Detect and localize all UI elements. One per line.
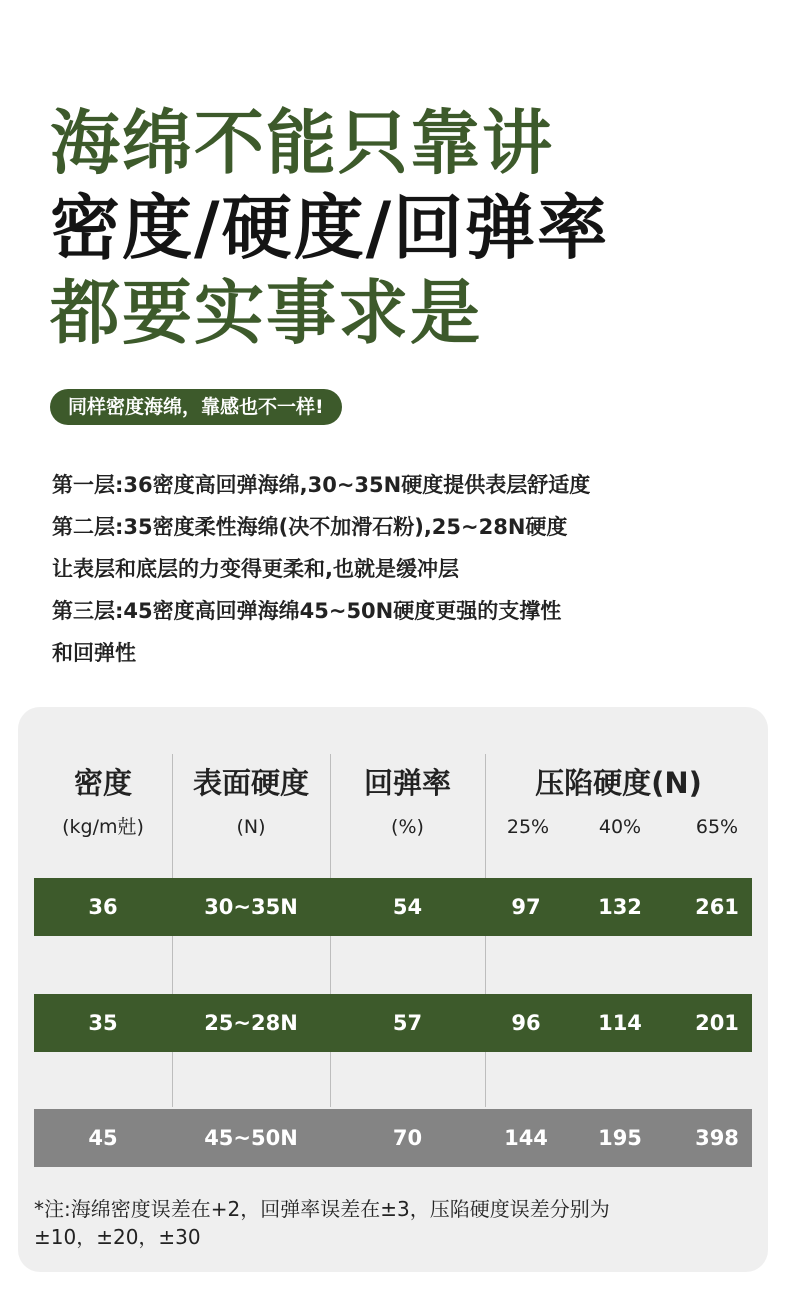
header-density-unit: (kg/m兙) [62,816,144,838]
layer-description-5: 和回弹性 [52,641,136,665]
cell-indent-40: 132 [598,895,642,919]
cell-density: 45 [88,1126,118,1150]
header-indent-65: 65% [695,816,739,838]
cell-rebound-rate: 70 [392,1126,423,1150]
cell-density: 36 [88,895,118,919]
header-surface-hardness: 表面硬度 [192,766,309,800]
cell-indent-65: 398 [695,1126,739,1150]
header-rebound-rate: 回弹率 [363,766,451,800]
layer-description-1: 第一层:36密度高回弹海绵,30~35N硬度提供表层舒适度 [52,473,591,497]
cell-surface-hardness: 25~28N [204,1011,298,1035]
header-surface-unit: (N) [236,816,266,838]
cell-indent-25: 96 [511,1011,541,1035]
cell-indent-25: 97 [511,895,541,919]
layer-description-2: 第二层:35密度柔性海绵(决不加滑石粉),25~28N硬度 [52,515,568,539]
header-density: 密度 [73,766,132,800]
cell-surface-hardness: 30~35N [204,895,298,919]
table-row [34,1109,752,1167]
cell-rebound-rate: 54 [392,895,423,919]
header-indentation-hardness: 压陷硬度(N) [535,766,702,800]
layer-description-3: 让表层和底层的力变得更柔和,也就是缓冲层 [52,557,459,581]
header-indent-40: 40% [598,816,642,838]
cell-indent-65: 201 [695,1011,739,1035]
table-row [34,994,752,1052]
footnote-line-1: *注:海绵密度误差在+2，回弹率误差在±3，压陷硬度误差分别为 [34,1197,610,1221]
cell-rebound-rate: 57 [392,1011,423,1035]
cell-indent-40: 114 [598,1011,642,1035]
header-rebound-unit: (%) [391,816,424,838]
headline-line-3: 都要实事求是 [50,272,482,354]
cell-surface-hardness: 45~50N [204,1126,298,1150]
cell-indent-25: 144 [504,1126,548,1150]
layer-description-4: 第三层:45密度高回弹海绵45~50N硬度更强的支撑性 [52,599,562,623]
cell-density: 35 [88,1011,118,1035]
cell-indent-40: 195 [598,1126,642,1150]
table-row [34,878,752,936]
headline-line-1: 海绵不能只靠讲 [50,102,554,184]
headline-line-2: 密度/硬度/回弹率 [50,187,610,269]
header-indent-25: 25% [506,816,550,838]
tag-pill: 同样密度海绵，靠感也不一样! [50,389,342,425]
footnote-line-2: ±10，±20，±30 [34,1225,201,1249]
cell-indent-65: 261 [695,895,739,919]
